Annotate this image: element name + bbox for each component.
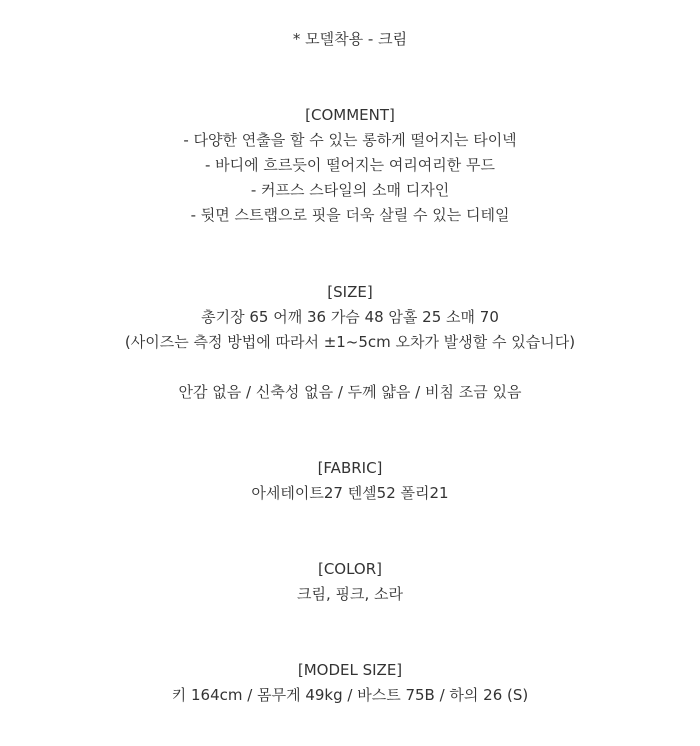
- comment-line-1: - 다양한 연출을 할 수 있는 롱하게 떨어지는 타이넥: [183, 131, 517, 149]
- color-value: 크림, 핑크, 소라: [296, 585, 403, 603]
- comment-line-3: - 커프스 스타일의 소매 디자인: [250, 181, 450, 199]
- model-wearing-note: * 모델착용 - 크림: [292, 30, 408, 48]
- color-heading: [COLOR]: [317, 560, 383, 578]
- size-note: (사이즈는 측정 방법에 따라서 ±1~5cm 오차가 발생할 수 있습니다): [124, 333, 576, 351]
- size-measurements: 총기장 65 어깨 36 가슴 48 암홀 25 소매 70: [201, 308, 499, 326]
- comment-line-4: - 뒷면 스트랩으로 핏을 더욱 살릴 수 있는 디테일: [190, 206, 510, 224]
- size-heading: [SIZE]: [327, 283, 373, 301]
- fabric-heading: [FABRIC]: [317, 459, 383, 477]
- comment-heading: [COMMENT]: [305, 106, 395, 124]
- model-size-heading: [MODEL SIZE]: [297, 661, 403, 679]
- size-properties: 안감 없음 / 신축성 없음 / 두께 얇음 / 비침 조금 있음: [178, 383, 522, 401]
- model-size-value: 키 164cm / 몸무게 49kg / 바스트 75B / 하의 26 (S): [171, 686, 529, 704]
- comment-line-2: - 바디에 흐르듯이 떨어지는 여리여리한 무드: [204, 156, 496, 174]
- fabric-value: 아세테이트27 텐셀52 폴리21: [251, 484, 449, 502]
